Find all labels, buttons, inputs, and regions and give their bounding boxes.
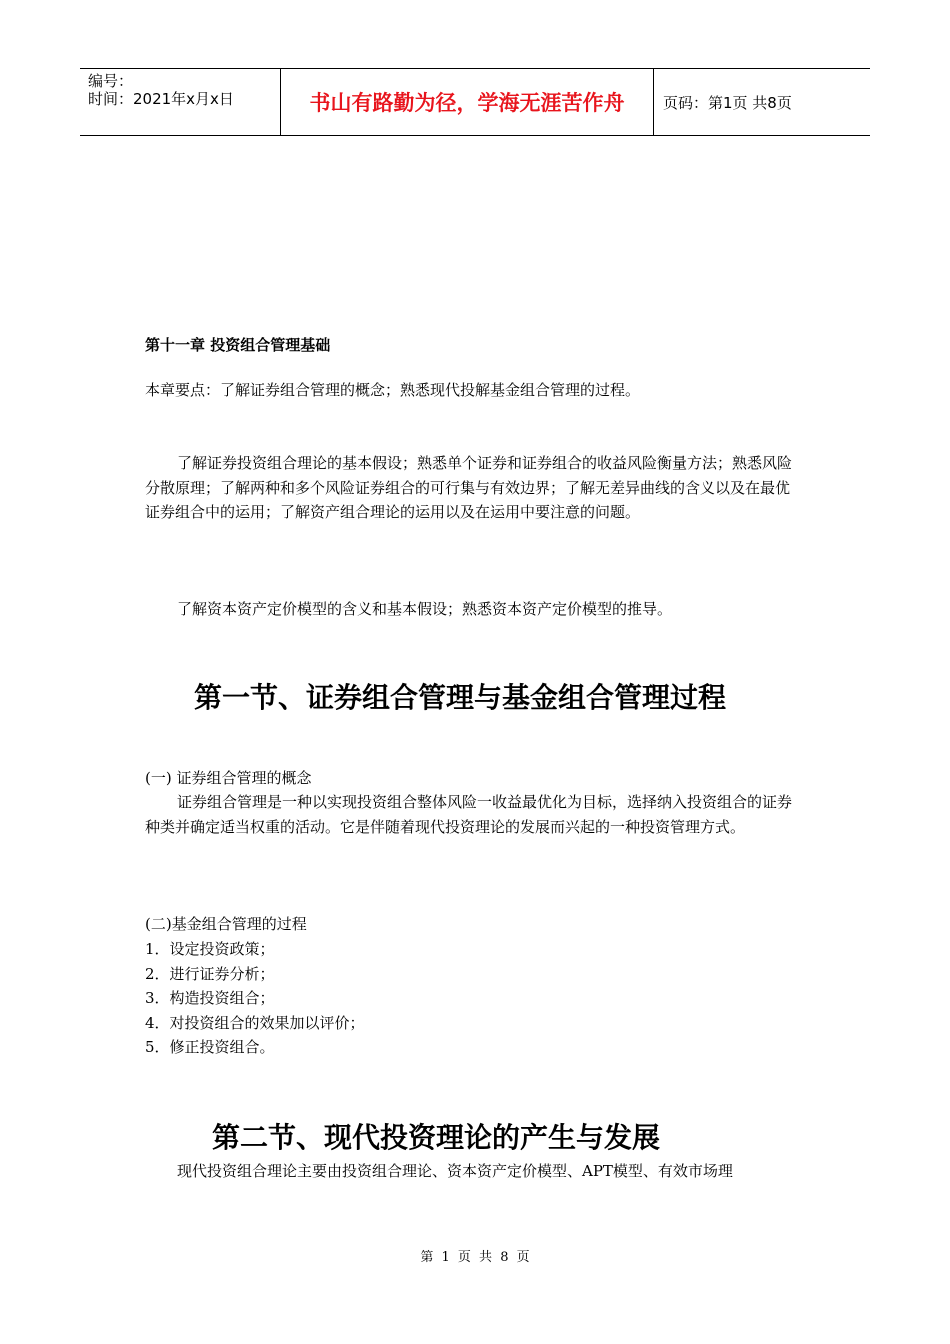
section-1-sub1-heading: (一) 证券组合管理的概念: [145, 769, 312, 787]
list-item: 3．构造投资组合；: [145, 989, 275, 1007]
chapter-paragraph-1: 了解证券投资组合理论的基本假设；熟悉单个证券和证券组合的收益风险衡量方法；熟悉风险分散原理；了解两种和多个风险证券组合的可行集与有效边界；了解无差异曲线的含义以及在最优证券组合中的运用；了解资产组合理论的运用以及在运用中要注意的问题。: [145, 454, 793, 521]
section-1-sub1-text: 证券组合管理是一种以实现投资组合整体风险一收益最优化为目标，选择纳入投资组合的证券种类并确定适当权重的活动。它是伴随着现代投资理论的发展而兴起的一种投资管理方式。: [145, 793, 793, 836]
code-label: 编号：: [88, 72, 134, 90]
chapter-title: 第十一章 投资组合管理基础: [145, 336, 331, 354]
list-item: 4．对投资组合的效果加以评价；: [145, 1013, 365, 1032]
list-item: 1．设定投资政策；: [145, 940, 275, 958]
section-1-title: 第一节、证券组合管理与基金组合管理过程: [194, 681, 727, 714]
list-item: 5．修正投资组合。: [145, 1038, 275, 1056]
header-motto: 书山有路勤为径，学海无涯苦作舟: [281, 69, 654, 135]
section-2-text: 现代投资组合理论主要由投资组合理论、资本资产定价模型、APT模型、有效市场理: [177, 1162, 733, 1180]
section-1-sub2-heading: (二)基金组合管理的过程: [145, 915, 307, 933]
chapter-paragraph-2: 了解资本资产定价模型的含义和基本假设；熟悉资本资产定价模型的推导。: [177, 600, 673, 618]
chapter-key-points: 本章要点：了解证券组合管理的概念；熟悉现代投解基金组合管理的过程。: [145, 381, 641, 399]
date-label: 时间：2021年x月x日: [88, 90, 234, 108]
header-meta: [80, 69, 281, 135]
header-page-info: 页码：第1页 共8页: [663, 93, 792, 112]
section-2-title: 第二节、现代投资理论的产生与发展: [212, 1121, 661, 1154]
process-steps-list: [145, 937, 800, 1060]
list-item: 2．进行证券分析；: [145, 964, 275, 983]
page-footer: 第 1 页 共 8 页: [420, 1250, 530, 1265]
document-header: [80, 68, 870, 136]
